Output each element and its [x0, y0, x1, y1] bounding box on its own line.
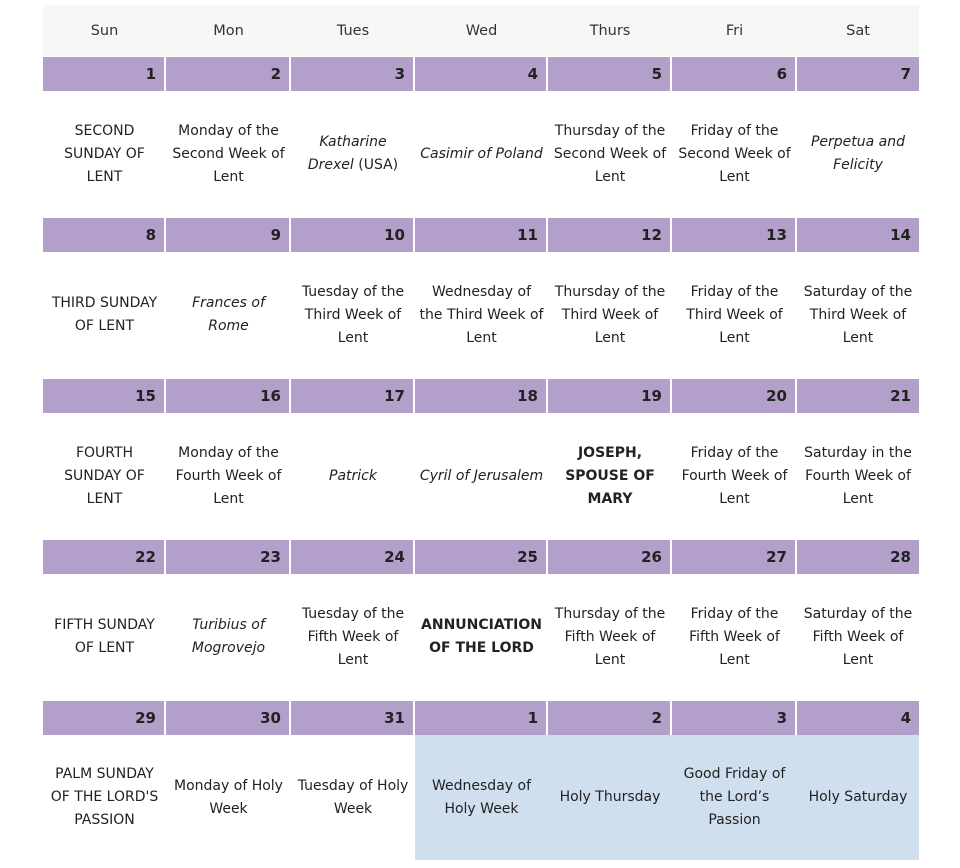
- date-number-mon: 9: [166, 218, 289, 252]
- day-cell-sat[interactable]: [797, 413, 919, 539]
- day-cell-thu[interactable]: [548, 574, 672, 700]
- day-cell-tue[interactable]: [291, 91, 415, 217]
- day-cell-sun[interactable]: [43, 91, 166, 217]
- day-cell-thu[interactable]: [548, 252, 672, 378]
- date-number-mon: 23: [166, 540, 289, 574]
- date-number-sat: 28: [797, 540, 919, 574]
- day-cell-thu[interactable]: [548, 735, 672, 860]
- day-cell-wed[interactable]: [415, 735, 548, 860]
- day-cell-mon[interactable]: [166, 735, 291, 860]
- date-number-wed: 1: [415, 701, 546, 735]
- event-title: Perpetua and Felicity: [810, 134, 906, 173]
- date-number-sat: 21: [797, 379, 919, 413]
- event-row: [43, 735, 919, 861]
- day-cell-fri[interactable]: [672, 735, 797, 860]
- event-title: Monday of the Fourth Week of Lent: [175, 444, 282, 507]
- date-number-sun: 29: [43, 701, 164, 735]
- event-title: JOSEPH, SPOUSE OF MARY: [565, 444, 655, 507]
- date-number-thu: 12: [548, 218, 670, 252]
- date-number-thu: 19: [548, 379, 670, 413]
- calendar-weeks: [43, 57, 919, 861]
- event-title: Monday of the Second Week of Lent: [172, 122, 285, 185]
- date-number-tue: 10: [291, 218, 413, 252]
- event-title: ANNUNCIATION OF THE LORD: [421, 617, 542, 656]
- weekday-tue: Tues: [336, 22, 370, 39]
- day-cell-sat[interactable]: [797, 574, 919, 700]
- day-cell-fri[interactable]: [672, 91, 797, 217]
- day-cell-tue[interactable]: [291, 735, 415, 860]
- day-cell-mon[interactable]: [166, 91, 291, 217]
- event-title: Thursday of the Third Week of Lent: [554, 283, 666, 346]
- event-title: Tuesday of the Third Week of Lent: [301, 283, 405, 346]
- date-number-wed: 4: [415, 57, 546, 91]
- date-number-mon: 30: [166, 701, 289, 735]
- date-number-tue: 3: [291, 57, 413, 91]
- date-number-wed: 18: [415, 379, 546, 413]
- date-row: [43, 57, 919, 91]
- day-cell-tue[interactable]: [291, 252, 415, 378]
- event-row: [43, 413, 919, 539]
- weekday-fri: Fri: [725, 22, 744, 39]
- date-number-tue: 24: [291, 540, 413, 574]
- date-number-sun: 8: [43, 218, 164, 252]
- event-title: FIFTH SUNDAY OF LENT: [54, 617, 155, 656]
- event-title: Casimir of Poland: [420, 145, 543, 162]
- day-cell-tue[interactable]: [291, 413, 415, 539]
- event-row: [43, 91, 919, 217]
- event-title: Friday of the Fifth Week of Lent: [689, 605, 780, 668]
- date-number-fri: 6: [672, 57, 795, 91]
- event-title: Friday of the Third Week of Lent: [686, 283, 783, 346]
- day-cell-sat[interactable]: [797, 252, 919, 378]
- date-number-fri: 13: [672, 218, 795, 252]
- event-title: Wednesday of the Third Week of Lent: [419, 283, 544, 346]
- date-number-wed: 11: [415, 218, 546, 252]
- date-number-sun: 15: [43, 379, 164, 413]
- weekday-wed: Wed: [465, 22, 498, 39]
- event-title: FOURTH SUNDAY OF LENT: [64, 444, 145, 507]
- date-number-tue: 31: [291, 701, 413, 735]
- event-title: PALM SUNDAY OF THE LORD'S PASSION: [50, 766, 159, 828]
- date-number-mon: 2: [166, 57, 289, 91]
- day-cell-mon[interactable]: [166, 574, 291, 700]
- date-row: [43, 701, 919, 735]
- date-row: [43, 218, 919, 252]
- event-title: Wednesday of Holy Week: [432, 777, 531, 817]
- date-number-sat: 7: [797, 57, 919, 91]
- day-cell-fri[interactable]: [672, 252, 797, 378]
- weekday-sat: Sat: [846, 22, 870, 39]
- day-cell-sun[interactable]: [43, 574, 166, 700]
- date-number-wed: 25: [415, 540, 546, 574]
- event-title: Turibius of Mogrovejo: [191, 617, 266, 656]
- day-cell-wed[interactable]: [415, 252, 548, 378]
- day-cell-fri[interactable]: [672, 574, 797, 700]
- day-cell-sat[interactable]: [797, 735, 919, 860]
- event-title: Thursday of the Second Week of Lent: [553, 122, 667, 185]
- event-title: SECOND SUNDAY OF LENT: [64, 122, 145, 185]
- event-title: Tuesday of the Fifth Week of Lent: [301, 605, 405, 668]
- weekday-header: [43, 5, 919, 56]
- event-title: Saturday of the Fifth Week of Lent: [803, 605, 913, 668]
- day-cell-fri[interactable]: [672, 413, 797, 539]
- date-number-sun: 1: [43, 57, 164, 91]
- weekday-mon: Mon: [213, 22, 244, 39]
- event-suffix: (USA): [353, 157, 399, 173]
- date-number-fri: 3: [672, 701, 795, 735]
- date-number-thu: 26: [548, 540, 670, 574]
- day-cell-thu[interactable]: [548, 91, 672, 217]
- day-cell-sat[interactable]: [797, 91, 919, 217]
- event-title: Saturday of the Third Week of Lent: [803, 283, 913, 346]
- day-cell-wed[interactable]: [415, 413, 548, 539]
- date-number-sat: 4: [797, 701, 919, 735]
- weekday-thu: Thurs: [589, 22, 631, 39]
- event-title: Cyril of Jerusalem: [419, 467, 544, 484]
- day-cell-sun[interactable]: [43, 413, 166, 539]
- day-cell-wed[interactable]: [415, 574, 548, 700]
- day-cell-wed[interactable]: [415, 91, 548, 217]
- event-title: Good Friday of the Lord’s Passion: [683, 766, 786, 828]
- event-title: Frances of Rome: [192, 295, 265, 334]
- event-title: Friday of the Second Week of Lent: [678, 122, 791, 185]
- event-title: Friday of the Fourth Week of Lent: [681, 444, 788, 507]
- date-row: [43, 379, 919, 413]
- date-number-thu: 2: [548, 701, 670, 735]
- event-title: Patrick: [329, 467, 377, 484]
- weekday-sun: Sun: [90, 22, 119, 39]
- day-cell-mon[interactable]: [166, 413, 291, 539]
- event-title: Saturday in the Fourth Week of Lent: [804, 444, 912, 507]
- date-number-tue: 17: [291, 379, 413, 413]
- date-row: [43, 540, 919, 574]
- event-title: Thursday of the Fifth Week of Lent: [554, 605, 666, 668]
- day-cell-mon[interactable]: [166, 252, 291, 378]
- event-title: Tuesday of Holy Week: [297, 777, 409, 817]
- event-title: Holy Saturday: [808, 789, 908, 805]
- event-row: [43, 252, 919, 378]
- day-cell-thu[interactable]: [548, 413, 672, 539]
- date-number-thu: 5: [548, 57, 670, 91]
- date-number-sat: 14: [797, 218, 919, 252]
- day-cell-sun[interactable]: [43, 735, 166, 860]
- day-cell-sun[interactable]: [43, 252, 166, 378]
- event-title: Monday of Holy Week: [174, 777, 283, 817]
- date-number-mon: 16: [166, 379, 289, 413]
- date-number-sun: 22: [43, 540, 164, 574]
- event-title: Holy Thursday: [559, 789, 661, 805]
- event-row: [43, 574, 919, 700]
- event-title: THIRD SUNDAY OF LENT: [51, 295, 158, 334]
- date-number-fri: 20: [672, 379, 795, 413]
- date-number-fri: 27: [672, 540, 795, 574]
- event-title: Katharine Drexel: [307, 134, 387, 173]
- day-cell-tue[interactable]: [291, 574, 415, 700]
- lent-calendar: [43, 5, 919, 861]
